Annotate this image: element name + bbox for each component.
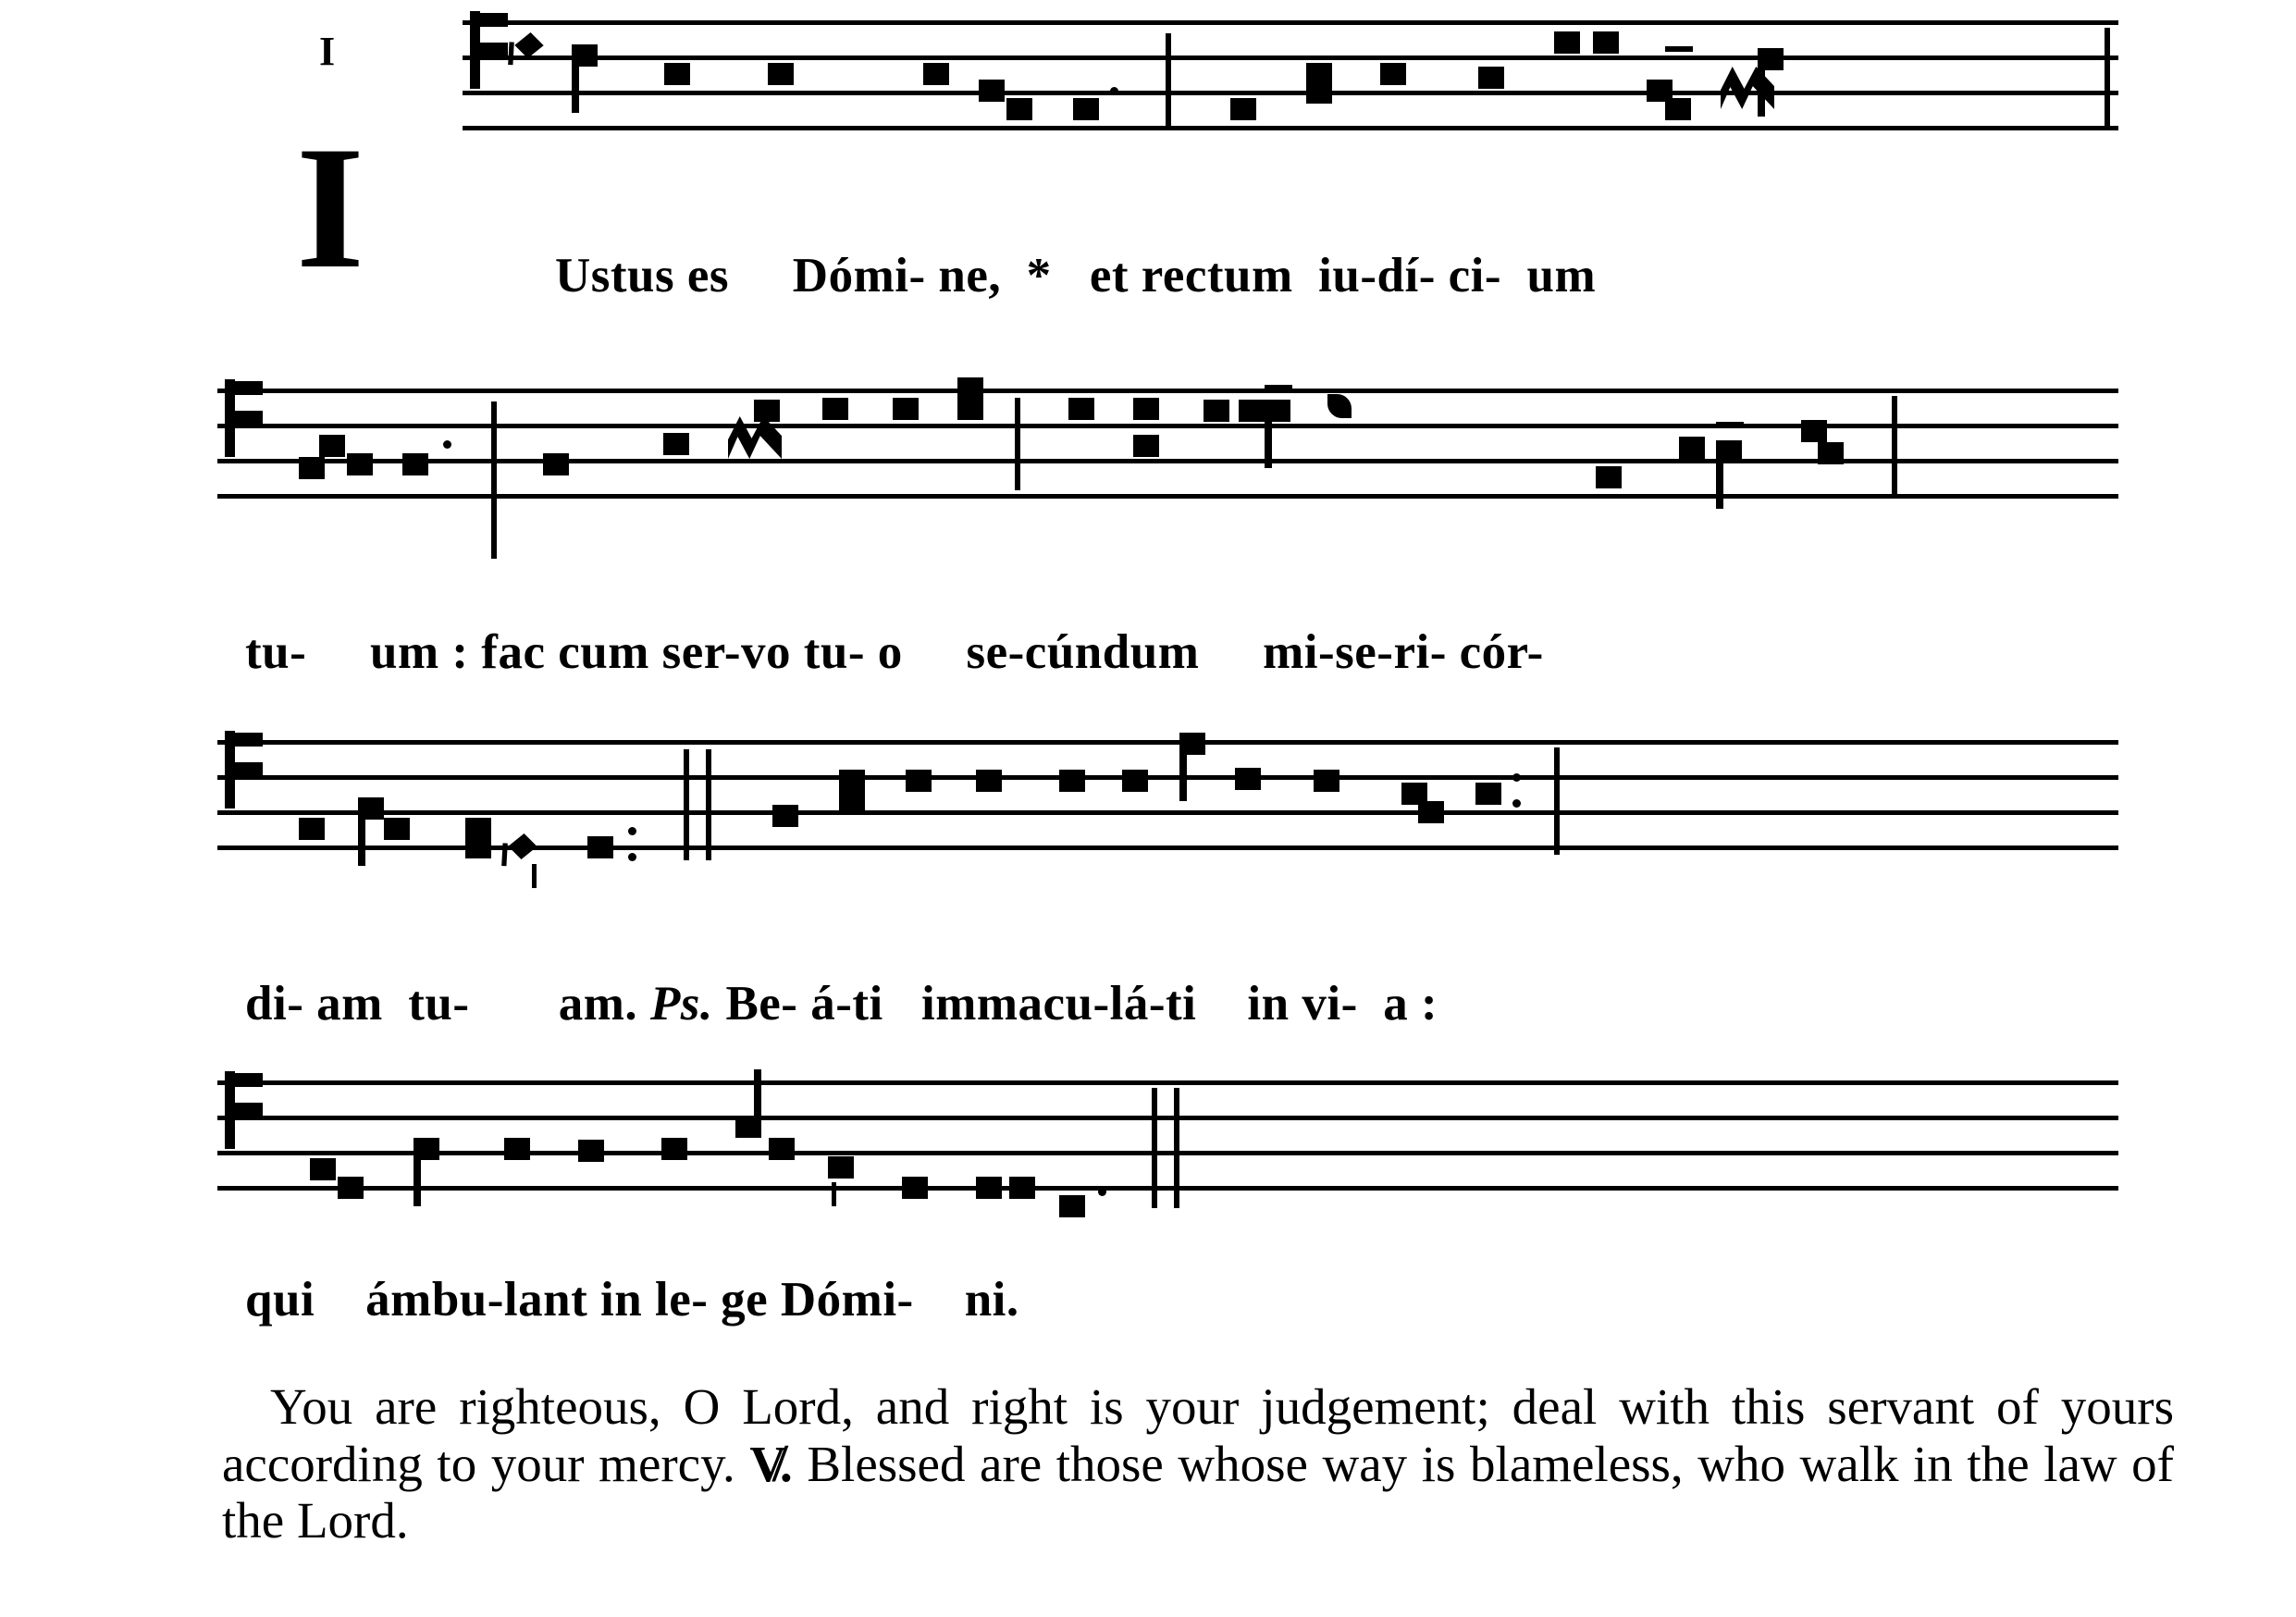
bar-line-full: [2105, 28, 2110, 128]
staff-1: [463, 20, 2118, 168]
neume-punctum: [957, 398, 983, 420]
neume-punctum: [1133, 398, 1159, 420]
staff-line: [463, 91, 2118, 95]
neume-punctum: [1478, 67, 1504, 89]
neume-virga: [1716, 440, 1742, 463]
bar-line-half: [491, 401, 497, 559]
neume-virga: [414, 1138, 439, 1160]
neume-virga: [358, 797, 384, 820]
translation-paragraph: [222, 1378, 2174, 1549]
staff-line: [217, 1116, 2118, 1120]
psalm-abbrev: Ps.: [649, 977, 713, 1031]
neume-punctum: [769, 1138, 795, 1160]
staff-line: [217, 1151, 2118, 1155]
staff-line: [217, 389, 2118, 393]
staff-line: [463, 56, 2118, 60]
c-clef-icon: [470, 11, 509, 89]
neume-dot: [443, 440, 451, 449]
neume-flex: [514, 32, 543, 58]
neume-punctum: [1235, 768, 1261, 790]
neume-punctum: [338, 1177, 364, 1199]
staff-line: [217, 424, 2118, 428]
staff-3: [217, 740, 2118, 888]
neume-punctum: [1596, 466, 1622, 488]
neume-punctum: [828, 1156, 854, 1179]
neume-virga: [735, 1116, 761, 1138]
neume-virga: [1179, 733, 1205, 755]
neume-punctum: [1314, 770, 1339, 792]
drop-cap: I: [296, 111, 364, 305]
lyric-line-4: qui ámbu-lant in le- ge Dómi- ni.: [245, 1273, 1019, 1327]
bar-line-double: [684, 749, 689, 860]
neume-punctum: [1230, 98, 1256, 120]
neume-dot: [1512, 773, 1521, 782]
neume-virga: [1758, 48, 1784, 70]
neume-episema: [1265, 385, 1292, 390]
neume-dot: [628, 827, 636, 835]
neume-punctum: [1306, 81, 1332, 104]
bar-line-full: [1892, 396, 1897, 498]
neume-punctum: [902, 1177, 928, 1199]
neume-punctum: [1059, 770, 1085, 792]
neume-punctum: [1554, 31, 1580, 54]
c-clef-icon: [225, 731, 264, 808]
neume-punctum: [465, 836, 491, 858]
neume-punctum: [402, 453, 428, 475]
neume-punctum: [768, 63, 794, 85]
neume-punctum: [384, 818, 410, 840]
mode-number: I: [319, 29, 336, 74]
neume-flex: [508, 833, 537, 859]
neume-dot: [1110, 87, 1118, 95]
lyric-line-1: Ustus es Dómi- ne, * et rectum iu-dí- ci- um: [555, 249, 1597, 302]
neume-punctum: [319, 435, 345, 457]
bar-line-quarter: [1166, 33, 1171, 128]
staff-line: [463, 126, 2118, 130]
c-clef-icon: [225, 379, 264, 457]
neume-punctum: [754, 400, 780, 422]
neume-punctum: [1801, 420, 1827, 442]
neume-punctum: [661, 1138, 687, 1160]
lyric-line-2: tu- um : fac cum ser-vo tu- o se-cúndum mi-se-ri- cór-: [245, 625, 1544, 679]
neume-punctum: [310, 1158, 336, 1180]
bar-line-quarter: [1015, 398, 1020, 490]
staff-line: [217, 1080, 2118, 1085]
neume-punctum: [1204, 400, 1229, 422]
bar-line-full: [1554, 747, 1560, 855]
neume-episema: [1665, 46, 1693, 52]
neume-episema: [1716, 422, 1744, 427]
lyric-line-3: [245, 976, 1438, 1031]
bar-line-double: [1152, 1088, 1157, 1208]
neume-dot: [1098, 1188, 1106, 1196]
neume-punctum: [1133, 435, 1159, 457]
staff-line: [217, 494, 2118, 499]
c-clef-icon: [225, 1071, 264, 1149]
neume-liquescent: [1327, 394, 1352, 418]
neume-quilisma: [1721, 67, 1774, 109]
neume-punctum: [1009, 1177, 1035, 1199]
neume-punctum: [543, 453, 569, 475]
neume-virga: [572, 44, 598, 67]
bar-line-double: [706, 749, 711, 860]
neume-punctum: [1593, 31, 1619, 54]
staff-line: [463, 20, 2118, 25]
neume-dot: [628, 853, 636, 861]
neume-punctum: [976, 1177, 1002, 1199]
neume-punctum: [839, 788, 865, 810]
neume-punctum: [1679, 437, 1705, 459]
neume-punctum: [906, 770, 932, 792]
neume-punctum: [1239, 400, 1265, 422]
staff-line: [217, 1186, 2118, 1191]
neume-punctum: [893, 398, 919, 420]
neume-virga: [1265, 400, 1290, 422]
staff-2: [217, 389, 2118, 537]
staff-line: [217, 775, 2118, 780]
neume-punctum: [1068, 398, 1094, 420]
neume-tick: [832, 1182, 836, 1206]
neume-punctum: [299, 818, 325, 840]
neume-quilisma: [728, 416, 782, 459]
lyric-line-3-part-b: Be- á-ti immacu-lá-ti in vi- a :: [712, 977, 1438, 1031]
neume-dot: [1512, 799, 1521, 808]
neume-punctum: [299, 457, 325, 479]
neume-punctum: [504, 1138, 530, 1160]
bar-line-double: [1174, 1088, 1179, 1208]
neume-punctum: [587, 836, 613, 858]
neume-punctum: [822, 398, 848, 420]
neume-punctum: [923, 63, 949, 85]
neume-punctum: [1059, 1195, 1085, 1217]
neume-punctum: [664, 63, 690, 85]
staff-line: [217, 740, 2118, 745]
neume-punctum: [1073, 98, 1099, 120]
neume-punctum: [347, 453, 373, 475]
neume-punctum: [1122, 770, 1148, 792]
translation-text-b: Blessed are those whose way is blameless, who walk in the law of the Lord.: [222, 1435, 2174, 1549]
neume-punctum: [979, 80, 1005, 102]
neume-punctum: [957, 377, 983, 400]
neume-punctum: [1665, 98, 1691, 120]
neume-punctum: [772, 805, 798, 827]
translation-text-a: You are righteous, O Lord, and right is your judgement; deal with this servant of yours according to your mercy.: [222, 1378, 2174, 1492]
versicle-mark-icon: V̸.: [749, 1435, 793, 1492]
staff-4: [217, 1080, 2118, 1228]
neume-punctum: [578, 1140, 604, 1162]
neume-punctum: [1006, 98, 1032, 120]
lyric-line-3-part-a: di- am tu- am.: [245, 977, 650, 1031]
neume-punctum: [976, 770, 1002, 792]
neume-tick: [532, 864, 537, 888]
neume-punctum: [1380, 63, 1406, 85]
neume-punctum: [1475, 783, 1501, 805]
neume-punctum: [1418, 801, 1444, 823]
neume-punctum: [663, 433, 689, 455]
staff-line: [217, 810, 2118, 815]
neume-punctum: [1818, 442, 1844, 464]
